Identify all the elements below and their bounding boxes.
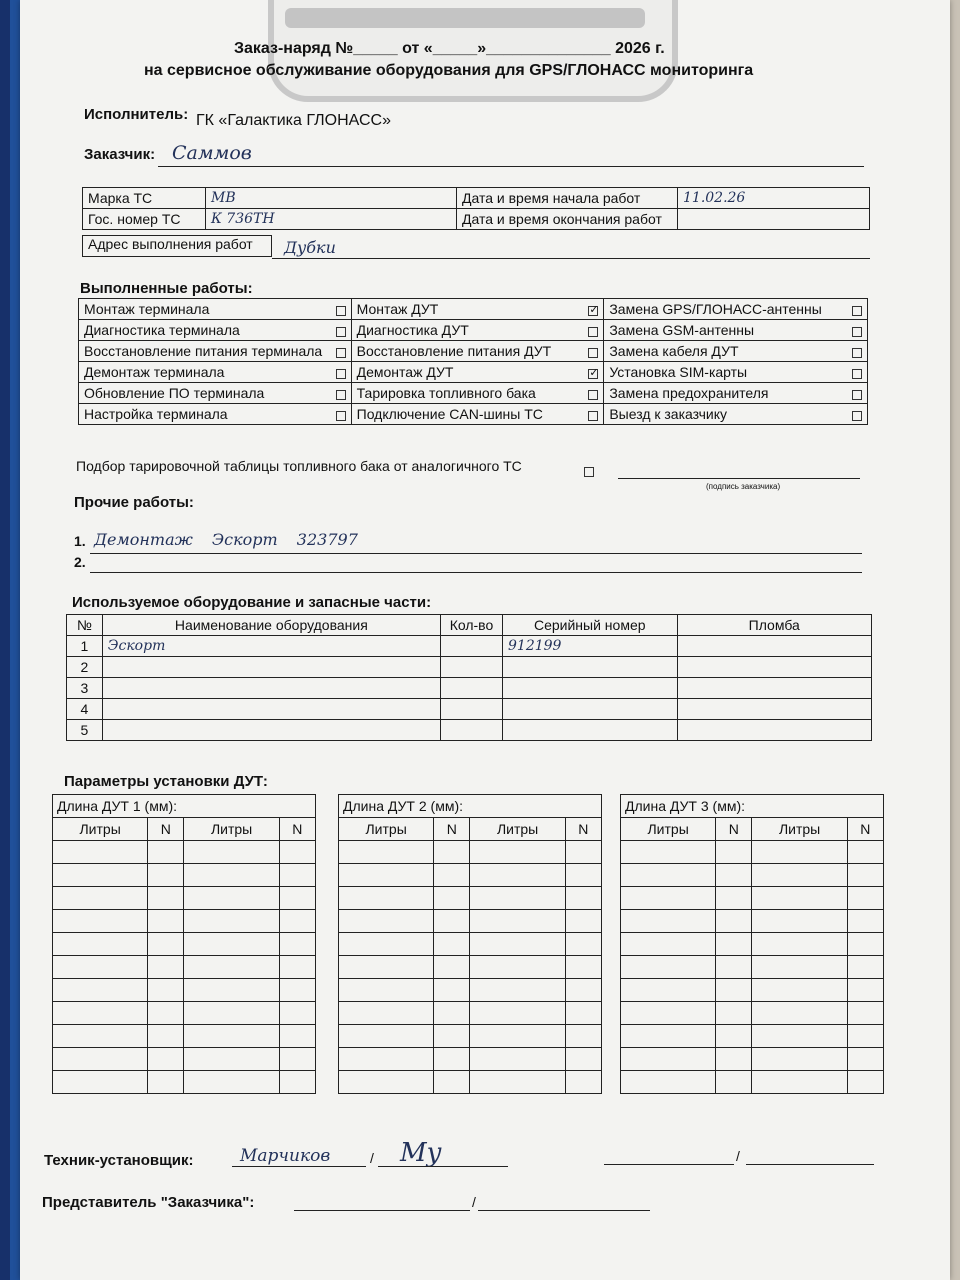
dut-cell [847, 979, 883, 1002]
dut-cell [184, 1071, 279, 1094]
equipment-cell [102, 678, 440, 699]
dut-cell [184, 956, 279, 979]
equipment-cell [440, 636, 502, 657]
dut-cell [752, 864, 847, 887]
other-line-2 [90, 572, 862, 573]
dut-cell [339, 933, 434, 956]
dut-cell [279, 864, 315, 887]
dut-cell [716, 1071, 752, 1094]
dut-cell [716, 864, 752, 887]
tech-line-1 [232, 1166, 366, 1167]
dut-cell [847, 910, 883, 933]
rep-label: Представитель "Заказчика": [42, 1194, 255, 1211]
equipment-cell [677, 699, 872, 720]
calib-sign-line [618, 478, 860, 479]
work-label: Тарировка топливного бака [356, 385, 536, 401]
work-checkbox[interactable]: ✓ [589, 367, 599, 379]
plate-label: Гос. номер ТС [83, 209, 206, 230]
dut-cell [470, 956, 565, 979]
dut-cell [279, 887, 315, 910]
dut-cell [53, 887, 148, 910]
dut-cell [339, 979, 434, 1002]
dut-cell [339, 1071, 434, 1094]
dut-cell [621, 1025, 716, 1048]
equipment-cell [677, 720, 872, 741]
dut-cell [470, 1048, 565, 1071]
equipment-row [67, 636, 872, 657]
brand-label: Марка ТС [83, 188, 206, 209]
dut-cell [53, 1071, 148, 1094]
dut-cell [434, 1002, 470, 1025]
dut-cell [470, 1071, 565, 1094]
dut-cell [434, 1048, 470, 1071]
dut-cell [752, 1002, 847, 1025]
dut-cell [434, 841, 470, 864]
equipment-header: Серийный номер [503, 615, 678, 636]
dut-cell [53, 956, 148, 979]
dut-col-header: Литры [752, 818, 847, 841]
dut-cell [716, 887, 752, 910]
dut-cell [470, 1025, 565, 1048]
dut-cell [621, 1002, 716, 1025]
work-checkbox[interactable]: ✓ [589, 304, 599, 316]
end-label: Дата и время окончания работ [457, 209, 678, 230]
end-value [678, 209, 870, 230]
dut-cell [752, 956, 847, 979]
equipment-row [67, 678, 872, 699]
dut-cell [847, 933, 883, 956]
dut-cell [716, 956, 752, 979]
work-cell [604, 341, 868, 362]
tech-line-2 [378, 1166, 508, 1167]
dut-cell [470, 933, 565, 956]
dut-cell [470, 864, 565, 887]
equipment-cell: 4 [67, 699, 103, 720]
work-checkbox[interactable] [852, 306, 862, 316]
dut-cell [621, 956, 716, 979]
work-cell [351, 299, 604, 320]
dut-cell [621, 910, 716, 933]
dut-cell [847, 1071, 883, 1094]
dut-cell [53, 1025, 148, 1048]
customer-value: Саммов [172, 142, 252, 164]
work-checkbox[interactable] [588, 327, 598, 337]
equipment-cell: 912199 [503, 636, 678, 657]
dut-cell [53, 933, 148, 956]
tech-signature: Му [400, 1138, 442, 1168]
dut-cell [847, 864, 883, 887]
equipment-title: Используемое оборудование и запасные части: [72, 594, 432, 611]
dut-cell [847, 956, 883, 979]
work-checkbox[interactable] [852, 390, 862, 400]
sign-line-3 [604, 1164, 734, 1165]
dut-cell [148, 1071, 184, 1094]
equipment-cell [102, 657, 440, 678]
dut-block-title: Длина ДУТ 3 (мм): [621, 795, 884, 818]
dut-col-header: Литры [184, 818, 279, 841]
dut-cell [184, 979, 279, 1002]
work-cell [351, 362, 604, 383]
dut-cell [752, 841, 847, 864]
dut-cell [148, 864, 184, 887]
dut-cell [148, 979, 184, 1002]
dut-table-3 [620, 794, 884, 1094]
dut-cell [148, 933, 184, 956]
dut-cell [339, 1048, 434, 1071]
dut-cell [470, 887, 565, 910]
dut-cell [279, 1048, 315, 1071]
dut-cell [470, 979, 565, 1002]
dut-cell [621, 887, 716, 910]
dut-title: Параметры установки ДУТ: [64, 773, 268, 790]
work-cell [351, 404, 604, 425]
work-checkbox[interactable] [336, 348, 346, 358]
tech-label: Техник-установщик: [44, 1152, 194, 1169]
dut-cell [716, 1002, 752, 1025]
work-label: Восстановление питания ДУТ [356, 343, 552, 359]
dut-table-1 [52, 794, 316, 1094]
works-table [78, 298, 868, 425]
work-checkbox[interactable] [852, 369, 862, 379]
dut-col-header: Литры [470, 818, 565, 841]
dut-cell [565, 841, 601, 864]
work-cell [79, 299, 352, 320]
vehicle-table [82, 187, 870, 230]
tech-name: Марчиков [240, 1146, 331, 1166]
dut-cell [847, 1048, 883, 1071]
other-title: Прочие работы: [74, 494, 194, 511]
executor-label: Исполнитель: [84, 106, 189, 123]
dut-cell [339, 956, 434, 979]
work-cell [604, 320, 868, 341]
dut-cell [339, 1002, 434, 1025]
dut-cell [716, 979, 752, 1002]
dut-cell [565, 864, 601, 887]
start-value: 11.02.26 [678, 188, 870, 209]
work-label: Диагностика ДУТ [356, 322, 469, 338]
equipment-header: Пломба [677, 615, 872, 636]
dut-cell [184, 841, 279, 864]
dut-cell [752, 933, 847, 956]
dut-col-header: N [148, 818, 184, 841]
address-value: Дубки [284, 238, 336, 257]
work-checkbox[interactable] [852, 411, 862, 421]
dut-cell [716, 1025, 752, 1048]
equipment-row [67, 657, 872, 678]
customer-line [158, 166, 864, 167]
dut-cell [716, 910, 752, 933]
dut-table-2 [338, 794, 602, 1094]
dut-cell [847, 887, 883, 910]
dut-cell [752, 1025, 847, 1048]
rep-line-1 [294, 1210, 470, 1211]
work-cell [351, 341, 604, 362]
dut-cell [621, 1071, 716, 1094]
dut-cell [279, 933, 315, 956]
rep-line-2 [478, 1210, 650, 1211]
dut-cell [434, 910, 470, 933]
work-cell [79, 383, 352, 404]
dut-cell [565, 910, 601, 933]
dut-cell [184, 933, 279, 956]
other-line-1 [90, 553, 862, 554]
equipment-cell [440, 699, 502, 720]
dut-cell [184, 1002, 279, 1025]
dut-cell [565, 956, 601, 979]
dut-cell [279, 841, 315, 864]
work-label: Восстановление питания терминала [84, 343, 323, 359]
work-cell [604, 299, 868, 320]
work-cell [79, 341, 352, 362]
equipment-cell [503, 657, 678, 678]
work-checkbox[interactable] [336, 327, 346, 337]
dut-cell [53, 979, 148, 1002]
dut-cell [847, 1002, 883, 1025]
dut-col-header: N [279, 818, 315, 841]
dut-col-header: Литры [53, 818, 148, 841]
dut-cell [621, 933, 716, 956]
equipment-cell: 2 [67, 657, 103, 678]
address-line [272, 258, 870, 259]
dut-cell [279, 956, 315, 979]
work-cell [79, 404, 352, 425]
dut-cell [148, 910, 184, 933]
dut-cell [184, 1025, 279, 1048]
dut-cell [434, 979, 470, 1002]
dut-cell [752, 979, 847, 1002]
work-label: Монтаж терминала [84, 301, 210, 317]
equipment-cell [503, 678, 678, 699]
dut-cell [339, 1025, 434, 1048]
work-cell [604, 404, 868, 425]
equipment-row [67, 699, 872, 720]
equipment-cell [440, 678, 502, 699]
sign-line-4 [746, 1164, 874, 1165]
work-label: Монтаж ДУТ [356, 301, 439, 317]
dut-cell [279, 910, 315, 933]
work-checkbox[interactable] [588, 390, 598, 400]
title-line-2: на сервисное обслуживание оборудования для GPS/ГЛОНАСС мониторинга [144, 62, 754, 79]
dut-col-header: N [565, 818, 601, 841]
executor-value: ГК «Галактика ГЛОНАСС» [196, 112, 391, 129]
dut-cell [184, 887, 279, 910]
equipment-cell [503, 699, 678, 720]
dut-cell [847, 841, 883, 864]
other-text-1: Демонтаж Эскорт 323797 [94, 530, 358, 549]
work-label: Демонтаж терминала [84, 364, 225, 380]
work-cell [604, 362, 868, 383]
dut-cell [470, 1002, 565, 1025]
work-checkbox[interactable] [588, 348, 598, 358]
work-label: Диагностика терминала [84, 322, 240, 338]
slash-3: / [736, 1148, 740, 1164]
dut-cell [339, 887, 434, 910]
dut-cell [716, 933, 752, 956]
dut-cell [434, 933, 470, 956]
dut-cell [184, 1048, 279, 1071]
dut-col-header: N [716, 818, 752, 841]
equipment-cell [440, 657, 502, 678]
dut-cell [339, 864, 434, 887]
dut-cell [148, 1025, 184, 1048]
equipment-cell: 1 [67, 636, 103, 657]
equipment-cell [503, 720, 678, 741]
dut-cell [470, 841, 565, 864]
work-checkbox[interactable] [852, 327, 862, 337]
work-label: Замена кабеля ДУТ [609, 343, 739, 359]
dut-cell [434, 864, 470, 887]
dut-cell [716, 1048, 752, 1071]
work-label: Установка SIM-карты [609, 364, 748, 380]
dut-cell [339, 841, 434, 864]
dut-cell [621, 1048, 716, 1071]
tech-slash: / [370, 1150, 374, 1166]
dut-cell [565, 1048, 601, 1071]
equipment-cell: 3 [67, 678, 103, 699]
work-label: Замена GSM-антенны [609, 322, 755, 338]
work-checkbox[interactable] [336, 306, 346, 316]
dut-cell [434, 956, 470, 979]
other-num-1: 1. [74, 533, 86, 549]
work-label: Демонтаж ДУТ [356, 364, 454, 380]
dut-cell [434, 1071, 470, 1094]
dut-cell [470, 910, 565, 933]
customer-label: Заказчик: [84, 146, 156, 163]
dut-cell [279, 1002, 315, 1025]
work-checkbox[interactable] [588, 411, 598, 421]
work-label: Замена предохранителя [609, 385, 769, 401]
work-label: Подключение CAN-шины ТС [356, 406, 543, 422]
dut-cell [279, 1071, 315, 1094]
work-label: Выезд к заказчику [609, 406, 728, 422]
dut-cell [716, 841, 752, 864]
dut-cell [434, 1025, 470, 1048]
plate-value: К 736ТН [206, 209, 457, 230]
dut-cell [279, 979, 315, 1002]
start-label: Дата и время начала работ [457, 188, 678, 209]
dut-cell [752, 887, 847, 910]
dut-col-header: N [847, 818, 883, 841]
work-label: Настройка терминала [84, 406, 228, 422]
dut-col-header: N [434, 818, 470, 841]
work-label: Замена GPS/ГЛОНАСС-антенны [609, 301, 822, 317]
equipment-row [67, 720, 872, 741]
dut-cell [148, 1048, 184, 1071]
dut-cell [184, 864, 279, 887]
dut-cell [53, 910, 148, 933]
dut-cell [565, 1071, 601, 1094]
dut-cell [565, 933, 601, 956]
works-title: Выполненные работы: [80, 280, 253, 297]
dut-cell [148, 841, 184, 864]
work-checkbox[interactable] [852, 348, 862, 358]
other-num-2: 2. [74, 554, 86, 570]
dut-cell [621, 864, 716, 887]
equipment-cell: Эскорт [102, 636, 440, 657]
dut-col-header: Литры [339, 818, 434, 841]
dut-cell [621, 841, 716, 864]
dut-cell [184, 910, 279, 933]
work-checkbox[interactable] [336, 369, 346, 379]
dut-cell [53, 864, 148, 887]
dut-cell [279, 1025, 315, 1048]
dut-col-header: Литры [621, 818, 716, 841]
equipment-cell [677, 678, 872, 699]
equipment-cell [102, 699, 440, 720]
calib-checkbox[interactable] [584, 467, 594, 477]
dut-cell [621, 979, 716, 1002]
work-cell [79, 320, 352, 341]
work-checkbox[interactable] [336, 390, 346, 400]
dut-cell [434, 887, 470, 910]
dut-cell [148, 956, 184, 979]
equipment-header: № [67, 615, 103, 636]
dut-cell [53, 1002, 148, 1025]
calib-text: Подбор тарировочной таблицы топливного бака от аналогичного ТС [76, 458, 522, 474]
dut-cell [752, 1048, 847, 1071]
equipment-cell [677, 636, 872, 657]
dut-cell [752, 910, 847, 933]
equipment-cell [677, 657, 872, 678]
rep-slash: / [472, 1194, 476, 1210]
equipment-header: Кол-во [440, 615, 502, 636]
work-checkbox[interactable] [336, 411, 346, 421]
brand-value: МВ [206, 188, 457, 209]
equipment-cell: 5 [67, 720, 103, 741]
sign-caption: (подпись заказчика) [706, 482, 781, 491]
equipment-table [66, 614, 872, 741]
address-label: Адрес выполнения работ [82, 235, 272, 257]
title-line-1: Заказ-наряд №_____ от «_____»______________ 2026 г. [234, 40, 665, 57]
dut-cell [847, 1025, 883, 1048]
equipment-header: Наименование оборудования [102, 615, 440, 636]
dut-cell [53, 1048, 148, 1071]
dut-cell [565, 1002, 601, 1025]
work-cell [79, 362, 352, 383]
dut-block-title: Длина ДУТ 1 (мм): [53, 795, 316, 818]
dut-cell [148, 887, 184, 910]
work-cell [351, 383, 604, 404]
work-cell [351, 320, 604, 341]
dut-cell [565, 979, 601, 1002]
equipment-cell [102, 720, 440, 741]
dut-block-title: Длина ДУТ 2 (мм): [339, 795, 602, 818]
dut-cell [148, 1002, 184, 1025]
equipment-cell [440, 720, 502, 741]
work-label: Обновление ПО терминала [84, 385, 265, 401]
work-cell [604, 383, 868, 404]
dut-cell [339, 910, 434, 933]
dut-cell [565, 1025, 601, 1048]
dut-cell [565, 887, 601, 910]
dut-cell [53, 841, 148, 864]
dut-cell [752, 1071, 847, 1094]
